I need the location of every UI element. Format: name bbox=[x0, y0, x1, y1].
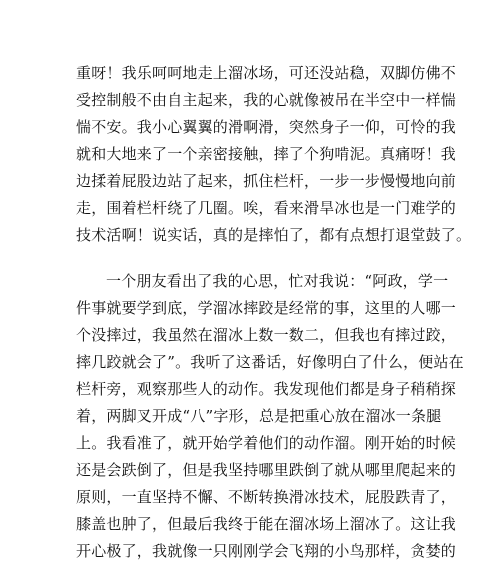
text-line: 栏杆旁，观察那些人的动作。我发现他们都是身子稍稍探 bbox=[76, 380, 457, 398]
text-line: 走，围着栏杆绕了几圈。唉，看来滑旱冰也是一门难学的 bbox=[76, 199, 457, 217]
text-line: 上。我看准了，就开始学着他们的动作溜。刚开始的时候 bbox=[76, 434, 457, 452]
text-line: 膝盖也肿了，但最后我终于能在溜冰场上溜冰了。这让我 bbox=[76, 515, 457, 533]
text-line: 受控制般不由自主起来，我的心就像被吊在半空中一样惴 bbox=[76, 91, 457, 109]
text-line: 着，两脚叉开成“八”字形，总是把重心放在溜冰一条腿 bbox=[76, 407, 442, 425]
paragraph-1 bbox=[76, 60, 472, 249]
text-line: 原则，一直坚持不懈、不断转换滑冰技术，屁股跌青了， bbox=[76, 488, 457, 506]
text-line: 一个朋友看出了我的心思，忙对我说：“阿政，学一 bbox=[106, 272, 449, 290]
text-line: 重呀！我乐呵呵地走上溜冰场，可还没站稳，双脚仿佛不 bbox=[76, 64, 457, 82]
text-line: 开心极了，我就像一只刚刚学会飞翔的小鸟那样，贪婪的 bbox=[76, 542, 457, 560]
text-line: 摔几跤就会了”。我听了这番话，好像明白了什么，便站在 bbox=[76, 353, 464, 371]
text-line: 技术活啊！说实话，真的是摔怕了，都有点想打退堂鼓了。 bbox=[76, 226, 472, 244]
text-line: 件事就要学到底，学溜冰摔跤是经常的事，这里的人哪一 bbox=[76, 299, 457, 317]
text-line: 就和大地来了一个亲密接触，摔了个狗啃泥。真痛呀！我 bbox=[76, 145, 457, 163]
text-line: 还是会跌倒了，但是我坚持哪里跌倒了就从哪里爬起来的 bbox=[76, 461, 457, 479]
text-line: 惴不安。我小心翼翼的滑啊滑，突然身子一仰，可怜的我 bbox=[76, 118, 457, 136]
text-line: 个没摔过，我虽然在溜冰上数一数二，但我也有摔过跤， bbox=[76, 326, 457, 344]
text-line: 边揉着屁股边站了起来，抓住栏杆，一步一步慢慢地向前 bbox=[76, 172, 457, 190]
paragraph-2 bbox=[76, 268, 464, 565]
